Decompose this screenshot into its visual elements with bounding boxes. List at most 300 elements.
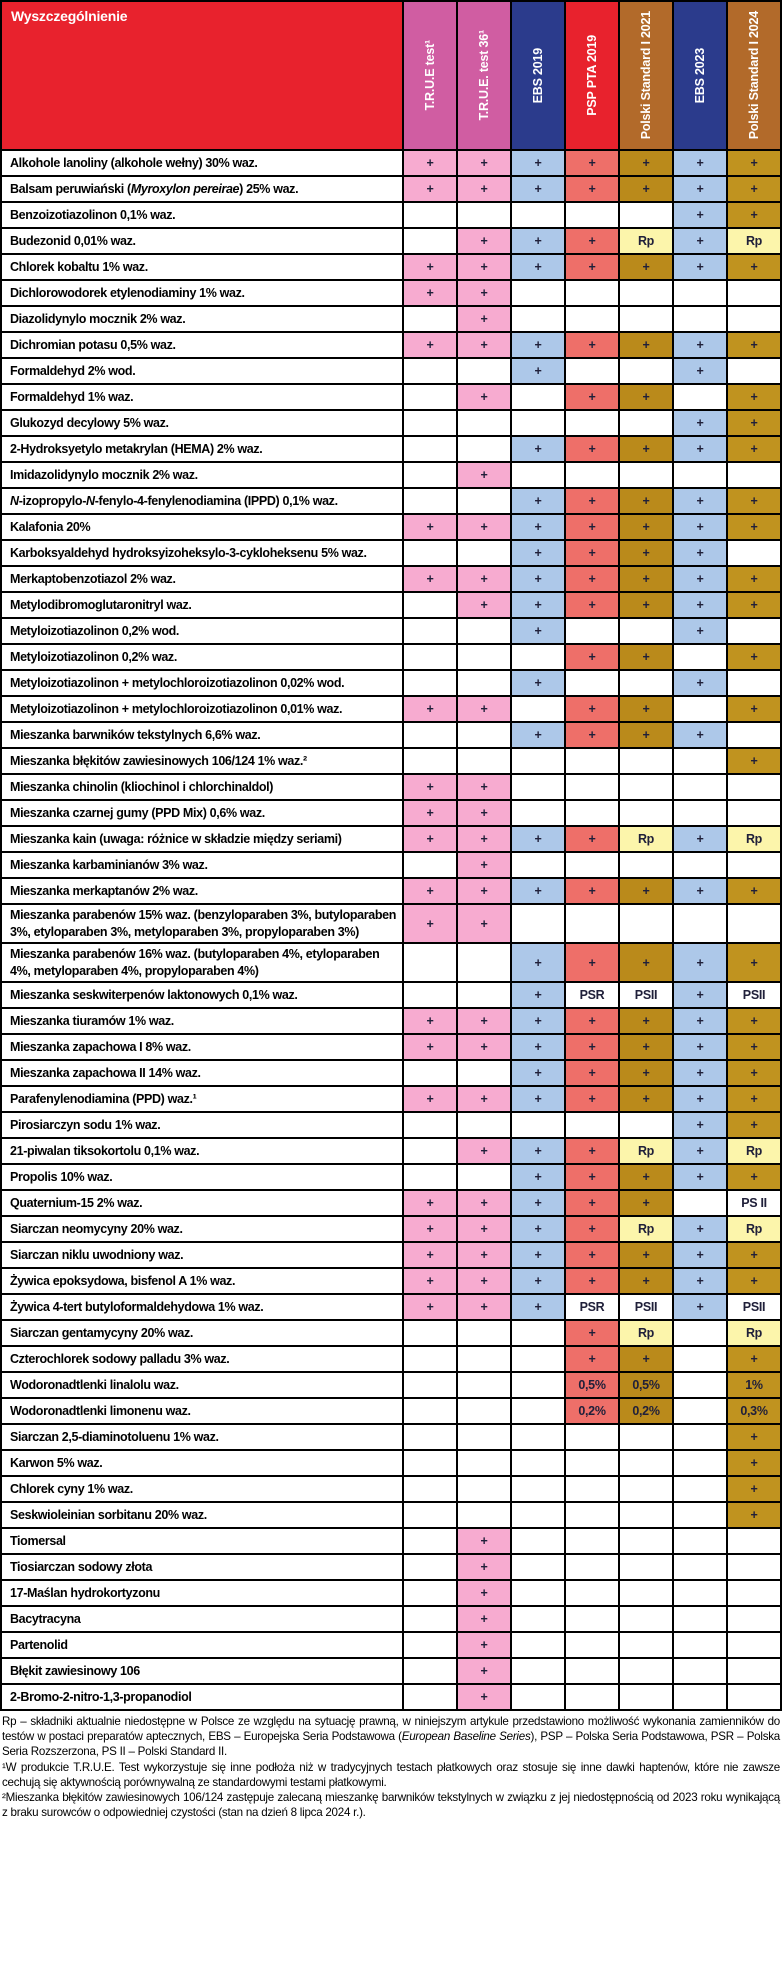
grid-cell: + <box>511 358 565 384</box>
grid-cell <box>403 358 457 384</box>
substance-label: Benzoizotiazolinon 0,1% waz. <box>1 202 403 228</box>
grid-cell: + <box>511 1060 565 1086</box>
grid-cell: + <box>673 150 727 176</box>
grid-cell <box>727 904 781 943</box>
grid-cell: + <box>403 332 457 358</box>
grid-cell <box>511 1632 565 1658</box>
grid-cell <box>619 1632 673 1658</box>
grid-cell: + <box>457 1008 511 1034</box>
substance-label: Formaldehyd 2% wod. <box>1 358 403 384</box>
grid-cell: + <box>511 1034 565 1060</box>
table-row <box>1 254 781 280</box>
corner-header-label: Wyszczególnienie <box>11 8 128 24</box>
grid-cell: + <box>457 566 511 592</box>
grid-cell: + <box>403 1294 457 1320</box>
table-row <box>1 670 781 696</box>
grid-cell: Rp <box>727 826 781 852</box>
grid-cell: + <box>565 1320 619 1346</box>
grid-cell: + <box>565 1346 619 1372</box>
grid-cell: + <box>565 1242 619 1268</box>
substance-label: Mieszanka parabenów 16% waz. (butyloparaben 4%, etyloparaben 4%, metyloparaben 4%, propyloparaben 4%) <box>1 943 403 982</box>
substance-label: Budezonid 0,01% waz. <box>1 228 403 254</box>
grid-cell: + <box>403 1008 457 1034</box>
grid-cell: + <box>565 592 619 618</box>
grid-cell: + <box>727 1424 781 1450</box>
grid-cell: + <box>673 436 727 462</box>
grid-cell <box>457 982 511 1008</box>
grid-cell <box>403 1164 457 1190</box>
grid-cell: Rp <box>619 1216 673 1242</box>
grid-cell <box>619 1528 673 1554</box>
grid-cell: + <box>511 566 565 592</box>
grid-cell: + <box>673 670 727 696</box>
grid-cell <box>403 618 457 644</box>
grid-cell: + <box>403 800 457 826</box>
grid-cell: + <box>403 514 457 540</box>
grid-cell: + <box>673 1294 727 1320</box>
table-row <box>1 1658 781 1684</box>
grid-cell: + <box>673 1034 727 1060</box>
grid-cell <box>403 540 457 566</box>
grid-cell <box>673 1658 727 1684</box>
grid-cell: + <box>619 1242 673 1268</box>
grid-cell: + <box>457 384 511 410</box>
substance-label: Karboksyaldehyd hydroksyizoheksylo-3-cykloheksenu 5% waz. <box>1 540 403 566</box>
grid-cell <box>673 1346 727 1372</box>
grid-cell: + <box>727 878 781 904</box>
grid-cell: + <box>511 176 565 202</box>
grid-cell: 0,3% <box>727 1398 781 1424</box>
grid-cell: + <box>565 1190 619 1216</box>
grid-cell: + <box>619 514 673 540</box>
table-row <box>1 540 781 566</box>
grid-cell: + <box>403 696 457 722</box>
grid-cell: + <box>457 254 511 280</box>
grid-cell <box>673 1580 727 1606</box>
grid-cell <box>619 1580 673 1606</box>
grid-cell <box>727 1632 781 1658</box>
grid-cell: + <box>619 540 673 566</box>
grid-cell: + <box>673 1138 727 1164</box>
grid-cell: + <box>457 696 511 722</box>
table-row <box>1 1606 781 1632</box>
grid-cell <box>619 1502 673 1528</box>
grid-cell <box>511 644 565 670</box>
grid-cell <box>457 202 511 228</box>
grid-cell <box>673 1320 727 1346</box>
grid-cell: + <box>565 1086 619 1112</box>
grid-cell <box>457 1346 511 1372</box>
substance-label: Błękit zawiesinowy 106 <box>1 1658 403 1684</box>
grid-cell: Rp <box>619 1138 673 1164</box>
grid-cell: 1% <box>727 1372 781 1398</box>
substance-label: Mieszanka tiuramów 1% waz. <box>1 1008 403 1034</box>
grid-cell: 0,5% <box>619 1372 673 1398</box>
substance-label: 17-Maślan hydrokortyzonu <box>1 1580 403 1606</box>
grid-cell: + <box>727 1112 781 1138</box>
grid-cell <box>673 1424 727 1450</box>
substance-label: 2-Hydroksyetylo metakrylan (HEMA) 2% waz. <box>1 436 403 462</box>
grid-cell: + <box>457 774 511 800</box>
grid-cell: + <box>673 982 727 1008</box>
grid-cell: + <box>619 722 673 748</box>
grid-cell: + <box>727 1268 781 1294</box>
table-row <box>1 1060 781 1086</box>
grid-cell <box>565 852 619 878</box>
grid-cell: + <box>673 358 727 384</box>
grid-cell <box>565 410 619 436</box>
grid-cell: + <box>673 826 727 852</box>
grid-cell <box>403 982 457 1008</box>
table-row <box>1 1632 781 1658</box>
grid-cell <box>727 852 781 878</box>
grid-cell <box>511 774 565 800</box>
grid-cell <box>565 800 619 826</box>
grid-cell <box>619 1424 673 1450</box>
table-row <box>1 488 781 514</box>
grid-cell: + <box>457 826 511 852</box>
grid-cell: + <box>457 1606 511 1632</box>
substance-label: Metyloizotiazolinon 0,2% waz. <box>1 644 403 670</box>
grid-cell <box>403 1476 457 1502</box>
grid-cell <box>727 306 781 332</box>
substance-label: Propolis 10% waz. <box>1 1164 403 1190</box>
grid-cell <box>673 696 727 722</box>
grid-cell <box>673 1606 727 1632</box>
table-row <box>1 1554 781 1580</box>
grid-cell <box>457 488 511 514</box>
grid-cell <box>457 540 511 566</box>
grid-cell <box>511 306 565 332</box>
grid-cell: + <box>619 1164 673 1190</box>
grid-cell: + <box>619 592 673 618</box>
grid-cell <box>565 618 619 644</box>
substance-label: Partenolid <box>1 1632 403 1658</box>
grid-cell: + <box>457 878 511 904</box>
table-row <box>1 1242 781 1268</box>
grid-cell <box>565 1112 619 1138</box>
substance-label: Seskwioleinian sorbitanu 20% waz. <box>1 1502 403 1528</box>
grid-cell <box>727 1554 781 1580</box>
grid-cell <box>565 1606 619 1632</box>
grid-cell <box>673 1450 727 1476</box>
grid-cell: + <box>673 1112 727 1138</box>
table-row <box>1 1008 781 1034</box>
grid-cell <box>403 1606 457 1632</box>
grid-cell <box>565 1554 619 1580</box>
table-row <box>1 566 781 592</box>
grid-cell: + <box>619 436 673 462</box>
grid-cell <box>457 1060 511 1086</box>
grid-cell: + <box>565 384 619 410</box>
grid-cell <box>673 462 727 488</box>
grid-cell: + <box>511 1138 565 1164</box>
grid-cell <box>403 644 457 670</box>
grid-cell <box>619 1450 673 1476</box>
grid-cell <box>673 644 727 670</box>
grid-cell <box>619 774 673 800</box>
grid-cell <box>565 1528 619 1554</box>
substance-label: Bacytracyna <box>1 1606 403 1632</box>
table-row <box>1 1190 781 1216</box>
table-row <box>1 514 781 540</box>
grid-cell: + <box>511 1164 565 1190</box>
grid-cell: + <box>511 1190 565 1216</box>
grid-cell: + <box>457 1268 511 1294</box>
substance-label: Żywica epoksydowa, bisfenol A 1% waz. <box>1 1268 403 1294</box>
grid-cell: + <box>511 1008 565 1034</box>
grid-cell: + <box>565 1138 619 1164</box>
grid-cell <box>457 644 511 670</box>
grid-cell: + <box>727 1450 781 1476</box>
table-row <box>1 1086 781 1112</box>
substance-label: Imidazolidynylo mocznik 2% waz. <box>1 462 403 488</box>
grid-cell <box>727 800 781 826</box>
grid-cell <box>511 904 565 943</box>
substance-label: Pirosiarczyn sodu 1% waz. <box>1 1112 403 1138</box>
table-row <box>1 1476 781 1502</box>
substance-label: Wodoronadtlenki linalolu waz. <box>1 1372 403 1398</box>
substance-label: Mieszanka zapachowa II 14% waz. <box>1 1060 403 1086</box>
table-row <box>1 1138 781 1164</box>
grid-cell: + <box>403 150 457 176</box>
grid-cell: + <box>403 1216 457 1242</box>
grid-cell: + <box>511 332 565 358</box>
grid-cell <box>403 852 457 878</box>
grid-cell <box>403 1450 457 1476</box>
grid-cell: + <box>457 592 511 618</box>
grid-cell <box>511 748 565 774</box>
grid-cell <box>457 1398 511 1424</box>
grid-cell: + <box>457 852 511 878</box>
grid-cell: + <box>727 1086 781 1112</box>
grid-cell: + <box>457 1216 511 1242</box>
grid-cell <box>673 1372 727 1398</box>
grid-cell: Rp <box>727 228 781 254</box>
grid-cell: + <box>511 514 565 540</box>
corner-header <box>1 1 403 150</box>
grid-cell <box>511 1320 565 1346</box>
grid-cell <box>511 462 565 488</box>
grid-cell: + <box>457 150 511 176</box>
grid-cell <box>457 670 511 696</box>
grid-cell <box>565 1502 619 1528</box>
grid-cell: + <box>457 1554 511 1580</box>
grid-cell: + <box>727 566 781 592</box>
table-row <box>1 1216 781 1242</box>
grid-cell <box>565 774 619 800</box>
grid-cell <box>565 462 619 488</box>
grid-cell: + <box>619 943 673 982</box>
grid-cell <box>403 306 457 332</box>
grid-cell: + <box>457 1632 511 1658</box>
grid-cell: + <box>673 202 727 228</box>
table-row <box>1 1684 781 1710</box>
grid-cell: + <box>673 514 727 540</box>
substance-label: Balsam peruwiański (Myroxylon pereirae) 25% waz. <box>1 176 403 202</box>
grid-cell <box>403 1632 457 1658</box>
column-header-7 <box>727 1 781 150</box>
grid-cell <box>403 228 457 254</box>
grid-cell <box>511 696 565 722</box>
grid-cell <box>727 670 781 696</box>
table-row <box>1 1320 781 1346</box>
table-row <box>1 150 781 176</box>
grid-cell <box>565 670 619 696</box>
grid-cell: + <box>727 943 781 982</box>
grid-cell <box>403 384 457 410</box>
column-header-1 <box>403 1 457 150</box>
grid-cell <box>511 384 565 410</box>
grid-cell <box>619 618 673 644</box>
grid-cell <box>403 1372 457 1398</box>
grid-cell: + <box>511 436 565 462</box>
grid-cell: + <box>457 1190 511 1216</box>
grid-cell <box>727 618 781 644</box>
grid-cell: + <box>619 1034 673 1060</box>
grid-cell <box>673 800 727 826</box>
grid-cell <box>511 410 565 436</box>
grid-cell <box>619 800 673 826</box>
table-row <box>1 618 781 644</box>
grid-cell <box>457 748 511 774</box>
grid-cell <box>727 1528 781 1554</box>
grid-cell: + <box>511 1216 565 1242</box>
grid-cell <box>403 202 457 228</box>
grid-cell: + <box>403 826 457 852</box>
substance-label: Dichlorowodorek etylenodiaminy 1% waz. <box>1 280 403 306</box>
grid-cell <box>403 1580 457 1606</box>
grid-cell <box>565 1632 619 1658</box>
grid-cell: + <box>673 943 727 982</box>
grid-cell: + <box>673 540 727 566</box>
substance-label: N-izopropylo-N-fenylo-4-fenylenodiamina (IPPD) 0,1% waz. <box>1 488 403 514</box>
grid-cell: + <box>619 878 673 904</box>
grid-cell <box>457 618 511 644</box>
grid-cell <box>727 1684 781 1710</box>
grid-cell <box>727 462 781 488</box>
grid-cell: + <box>619 384 673 410</box>
substance-label: Mieszanka kain (uwaga: różnice w składzie między seriami) <box>1 826 403 852</box>
grid-cell <box>511 1424 565 1450</box>
grid-cell: + <box>403 566 457 592</box>
grid-cell: + <box>673 488 727 514</box>
substance-label: Mieszanka seskwiterpenów laktonowych 0,1% waz. <box>1 982 403 1008</box>
substance-label: Żywica 4-tert butyloformaldehydowa 1% waz. <box>1 1294 403 1320</box>
grid-cell: + <box>565 644 619 670</box>
grid-cell: + <box>673 1164 727 1190</box>
grid-cell <box>565 1476 619 1502</box>
table-row <box>1 943 781 982</box>
table-row <box>1 644 781 670</box>
grid-cell: + <box>727 436 781 462</box>
grid-cell: + <box>673 722 727 748</box>
substance-label: 21-piwalan tiksokortolu 0,1% waz. <box>1 1138 403 1164</box>
grid-cell <box>619 852 673 878</box>
grid-cell: + <box>673 228 727 254</box>
grid-cell <box>673 904 727 943</box>
grid-cell: + <box>673 566 727 592</box>
grid-cell <box>727 722 781 748</box>
grid-cell: + <box>727 176 781 202</box>
grid-cell: 0,2% <box>565 1398 619 1424</box>
grid-cell <box>673 1528 727 1554</box>
grid-cell: + <box>727 410 781 436</box>
table-row <box>1 332 781 358</box>
grid-cell: + <box>511 982 565 1008</box>
grid-cell: + <box>457 1684 511 1710</box>
table-row <box>1 748 781 774</box>
substance-label: Metyloizotiazolinon 0,2% wod. <box>1 618 403 644</box>
grid-cell: PSR <box>565 982 619 1008</box>
grid-cell: + <box>727 1502 781 1528</box>
grid-cell <box>565 904 619 943</box>
grid-cell: + <box>619 566 673 592</box>
table-row <box>1 410 781 436</box>
grid-cell <box>403 722 457 748</box>
grid-cell: + <box>511 1268 565 1294</box>
grid-cell: + <box>673 1216 727 1242</box>
grid-cell <box>727 358 781 384</box>
column-header-label: T.R.U.E test¹ <box>423 40 437 111</box>
substance-label: Formaldehyd 1% waz. <box>1 384 403 410</box>
grid-cell: + <box>457 462 511 488</box>
grid-cell: + <box>565 1268 619 1294</box>
grid-cell: + <box>457 800 511 826</box>
table-row <box>1 1398 781 1424</box>
grid-cell <box>403 748 457 774</box>
header-row <box>1 1 781 150</box>
grid-cell <box>673 280 727 306</box>
footnote: Rp – składniki aktualnie niedostępne w Polsce ze względu na sytuację prawną, w niniejszym artykule przedstawiono możliwość wykonania zamienników do testów w postaci preparatów aptecznych, EBS – Europejska Seria Podstawowa (European Baseline Series), PSP – Polska Seria Podstawowa, PSR – Polska Seria Rozszerzona, PS II – Polski Standard II. <box>2 1715 780 1759</box>
grid-cell <box>619 1476 673 1502</box>
grid-cell: + <box>727 696 781 722</box>
substance-label: Mieszanka merkaptanów 2% waz. <box>1 878 403 904</box>
table-row <box>1 202 781 228</box>
grid-cell: 0,2% <box>619 1398 673 1424</box>
grid-cell <box>619 1606 673 1632</box>
grid-cell: + <box>673 1060 727 1086</box>
grid-cell <box>511 1580 565 1606</box>
grid-cell <box>511 1112 565 1138</box>
grid-cell <box>457 436 511 462</box>
grid-cell: + <box>511 943 565 982</box>
grid-cell: + <box>565 722 619 748</box>
substance-label: Siarczan neomycyny 20% waz. <box>1 1216 403 1242</box>
substance-label: Alkohole lanoliny (alkohole wełny) 30% waz. <box>1 150 403 176</box>
grid-cell: + <box>673 1008 727 1034</box>
grid-cell: + <box>727 644 781 670</box>
grid-cell <box>619 280 673 306</box>
column-header-6 <box>673 1 727 150</box>
grid-cell: + <box>727 488 781 514</box>
grid-cell <box>619 202 673 228</box>
grid-cell <box>727 280 781 306</box>
grid-cell <box>403 1138 457 1164</box>
grid-cell <box>403 462 457 488</box>
grid-cell <box>403 1398 457 1424</box>
grid-cell: PSII <box>727 982 781 1008</box>
grid-cell <box>511 1372 565 1398</box>
grid-cell: + <box>565 228 619 254</box>
substance-label: Mieszanka czarnej gumy (PPD Mix) 0,6% waz. <box>1 800 403 826</box>
grid-cell: + <box>565 150 619 176</box>
substance-label: Mieszanka błękitów zawiesinowych 106/124 1% waz.² <box>1 748 403 774</box>
grid-cell: Rp <box>727 1138 781 1164</box>
grid-cell <box>673 384 727 410</box>
table-row <box>1 384 781 410</box>
substance-label: Kalafonia 20% <box>1 514 403 540</box>
